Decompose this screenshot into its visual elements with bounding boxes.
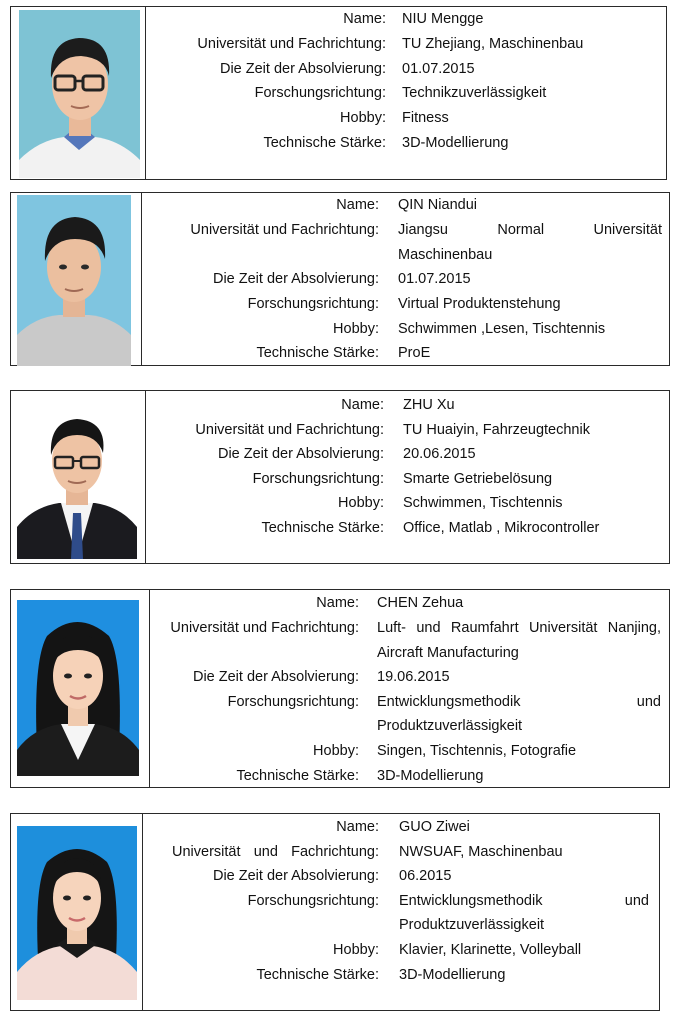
label-name: Name: bbox=[343, 11, 386, 27]
label-graduation: Die Zeit der Absolvierung: bbox=[212, 868, 379, 884]
profile-card-4 bbox=[10, 589, 670, 788]
word: Normal bbox=[497, 222, 545, 238]
word: und bbox=[416, 620, 441, 636]
label-university: Universität und Fachrichtung: bbox=[170, 620, 359, 636]
label-hobby: Hobby: bbox=[333, 321, 379, 337]
value-graduation: 06.2015 bbox=[399, 868, 452, 884]
profile-card-5 bbox=[10, 813, 660, 1011]
value-hobby: Singen, Tischtennis, Fotografie bbox=[377, 743, 577, 759]
value-research-line1 bbox=[377, 690, 661, 715]
label-name: Name: bbox=[336, 819, 379, 835]
label-hobby: Hobby: bbox=[313, 743, 359, 759]
value-university: TU Zhejiang, Maschinenbau bbox=[402, 36, 584, 52]
label-name: Name: bbox=[316, 595, 359, 611]
value-skill: 3D-Modellierung bbox=[399, 967, 506, 983]
word: Jiangsu bbox=[398, 222, 448, 238]
label-university: Universität und Fachrichtung: bbox=[195, 422, 384, 438]
value-name: QIN Niandui bbox=[398, 197, 477, 213]
value-research-line1 bbox=[399, 889, 649, 914]
value-hobby: Schwimmen, Tischtennis bbox=[403, 495, 563, 511]
profile-photo-3 bbox=[17, 409, 137, 559]
photo-cell bbox=[11, 7, 146, 179]
profile-photo-5 bbox=[17, 826, 137, 1000]
label-research: Forschungsrichtung: bbox=[252, 471, 384, 487]
value-skill: ProE bbox=[398, 345, 431, 361]
word: Entwicklungsmethodik bbox=[377, 694, 521, 710]
value-university: TU Huaiyin, Fahrzeugtechnik bbox=[403, 422, 590, 438]
label-skill: Technische Stärke: bbox=[263, 135, 386, 151]
info-block bbox=[147, 7, 666, 179]
profile-card-2 bbox=[10, 192, 670, 366]
label-hobby: Hobby: bbox=[340, 110, 386, 126]
word: Universität bbox=[528, 620, 598, 636]
value-university-line1 bbox=[377, 616, 661, 641]
value-research-line2: Produktzuverlässigkeit bbox=[377, 718, 523, 734]
word: Entwicklungsmethodik bbox=[399, 893, 543, 909]
value-hobby: Schwimmen ,Lesen, Tischtennis bbox=[398, 321, 606, 337]
label-university bbox=[172, 840, 379, 865]
word: und bbox=[253, 844, 278, 860]
value-name: NIU Mengge bbox=[402, 11, 484, 27]
label-graduation: Die Zeit der Absolvierung: bbox=[212, 271, 379, 287]
value-hobby: Fitness bbox=[402, 110, 449, 126]
photo-cell bbox=[11, 193, 142, 365]
value-skill: 3D-Modellierung bbox=[402, 135, 509, 151]
value-graduation: 01.07.2015 bbox=[398, 271, 471, 287]
photo-cell bbox=[11, 391, 146, 563]
value-graduation: 20.06.2015 bbox=[403, 446, 476, 462]
photo-cell bbox=[11, 590, 150, 787]
value-university-line2: Aircraft Manufacturing bbox=[377, 645, 519, 661]
value-research: Virtual Produktenstehung bbox=[398, 296, 561, 312]
word: Fachrichtung: bbox=[291, 844, 379, 860]
profile-photo-1 bbox=[19, 10, 140, 178]
word: Nanjing, bbox=[607, 620, 661, 636]
info-block bbox=[147, 391, 669, 563]
label-research: Forschungsrichtung: bbox=[254, 85, 386, 101]
label-graduation: Die Zeit der Absolvierung: bbox=[219, 61, 386, 77]
label-research: Forschungsrichtung: bbox=[227, 694, 359, 710]
label-name: Name: bbox=[336, 197, 379, 213]
value-skill: 3D-Modellierung bbox=[377, 768, 484, 784]
label-hobby: Hobby: bbox=[338, 495, 384, 511]
value-graduation: 19.06.2015 bbox=[377, 669, 450, 685]
word: und bbox=[636, 694, 661, 710]
label-name: Name: bbox=[341, 397, 384, 413]
label-skill: Technische Stärke: bbox=[256, 345, 379, 361]
label-skill: Technische Stärke: bbox=[256, 967, 379, 983]
info-block bbox=[144, 814, 659, 1010]
label-hobby: Hobby: bbox=[333, 942, 379, 958]
value-hobby: Klavier, Klarinette, Volleyball bbox=[399, 942, 582, 958]
info-block bbox=[151, 590, 669, 787]
profile-photo-4 bbox=[17, 600, 139, 776]
value-research: Smarte Getriebelösung bbox=[403, 471, 553, 487]
value-research-line2: Produktzuverlässigkeit bbox=[399, 917, 545, 933]
value-university-line1 bbox=[398, 218, 662, 243]
label-university: Universität und Fachrichtung: bbox=[190, 222, 379, 238]
profile-card-3 bbox=[10, 390, 670, 564]
value-university-line2: Maschinenbau bbox=[398, 247, 493, 263]
word: Universität bbox=[593, 222, 662, 238]
word: und bbox=[624, 893, 649, 909]
info-block bbox=[143, 193, 669, 365]
word: Universität bbox=[172, 844, 241, 860]
label-graduation: Die Zeit der Absolvierung: bbox=[192, 669, 359, 685]
label-skill: Technische Stärke: bbox=[236, 768, 359, 784]
profile-card-1 bbox=[10, 6, 667, 180]
value-research: Technikzuverlässigkeit bbox=[402, 85, 547, 101]
value-skill: Office, Matlab , Mikrocontroller bbox=[403, 520, 600, 536]
label-graduation: Die Zeit der Absolvierung: bbox=[217, 446, 384, 462]
value-name: CHEN Zehua bbox=[377, 595, 464, 611]
value-name: ZHU Xu bbox=[403, 397, 455, 413]
photo-cell bbox=[11, 814, 143, 1010]
word: Luft- bbox=[377, 620, 407, 636]
label-research: Forschungsrichtung: bbox=[247, 893, 379, 909]
value-university: NWSUAF, Maschinenbau bbox=[399, 844, 563, 860]
value-name: GUO Ziwei bbox=[399, 819, 470, 835]
label-university: Universität und Fachrichtung: bbox=[197, 36, 386, 52]
label-research: Forschungsrichtung: bbox=[247, 296, 379, 312]
word: Raumfahrt bbox=[450, 620, 519, 636]
profile-photo-2 bbox=[17, 195, 131, 366]
label-skill: Technische Stärke: bbox=[261, 520, 384, 536]
value-graduation: 01.07.2015 bbox=[402, 61, 475, 77]
